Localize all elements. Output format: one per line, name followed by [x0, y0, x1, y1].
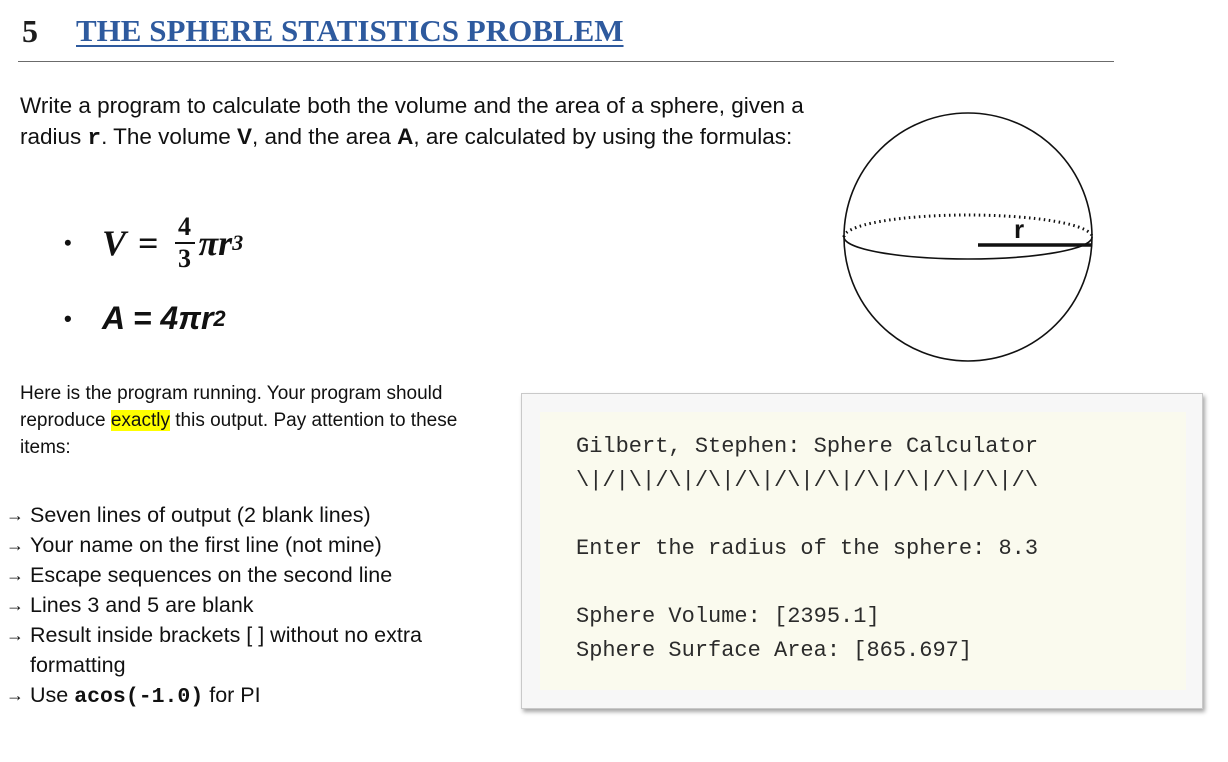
list-item: [0, 590, 480, 620]
volume-formula: [64, 214, 243, 272]
equator-back: [844, 215, 1092, 237]
list-item-text: Result inside brackets [ ] without no extra formatting: [30, 623, 422, 677]
area-symbol: A: [397, 124, 414, 149]
arrow-icon: →: [6, 595, 24, 615]
list-item-text-pre: Use: [30, 683, 75, 707]
console-line-4: Enter the radius of the sphere: 8.3: [576, 536, 1039, 561]
list-item: [0, 680, 480, 712]
intro-text-1: Write a program to calculate both the volume and the area of a sphere, given a radius: [20, 93, 804, 149]
section-heading: [22, 6, 624, 56]
list-item-text: Seven lines of output (2 blank lines): [30, 503, 371, 527]
section-title: THE SPHERE STATISTICS PROBLEM: [76, 13, 624, 48]
console-line-2: \|/|\|/\|/\|/\|/\|/\|/\|/\|/\|/\|/\: [576, 468, 1039, 493]
arrow-icon: →: [6, 505, 24, 525]
console-line-6: Sphere Volume: [2395.1]: [576, 604, 880, 629]
arrow-icon: →: [6, 565, 24, 585]
list-item-text: Lines 3 and 5 are blank: [30, 593, 254, 617]
equator-front: [844, 237, 1092, 259]
formula-equals: =: [138, 223, 159, 263]
console-line-7: Sphere Surface Area: [865.697]: [576, 638, 973, 663]
arrow-icon: →: [6, 685, 24, 705]
formula-v-lhs: V: [102, 223, 127, 263]
list-item-text: Your name on the first line (not mine): [30, 533, 382, 557]
intro-text-3: , and the area: [251, 124, 398, 149]
arrow-icon: →: [6, 625, 24, 645]
bullet: •: [64, 305, 72, 331]
list-item: [0, 500, 480, 530]
requirements-list: [0, 500, 480, 712]
arrow-icon: →: [6, 535, 24, 555]
formula-v-exponent: 3: [232, 230, 244, 255]
list-item: [0, 530, 480, 560]
console-line-3: [576, 502, 1186, 536]
radius-symbol: r: [87, 125, 102, 151]
section-number: 5: [22, 12, 38, 49]
console-output: [540, 412, 1186, 690]
list-item: [0, 560, 480, 590]
console-line-1: Gilbert, Stephen: Sphere Calculator: [576, 434, 1039, 459]
heading-rule: [18, 61, 1114, 62]
fraction: [175, 214, 195, 272]
list-item: [0, 620, 480, 680]
list-item-text: [30, 680, 261, 712]
intro-text-2: . The volume: [101, 124, 237, 149]
instructions-paragraph: [20, 380, 490, 461]
area-formula: [64, 300, 226, 337]
console-screenshot: [521, 393, 1203, 709]
bullet: •: [64, 230, 72, 255]
lead-text-2: this output. Pay attention to these items:: [20, 410, 458, 458]
intro-text-4: , are calculated by using the formulas:: [413, 124, 793, 149]
formula-a-text: A = 4πr: [102, 300, 214, 336]
highlighted-word: exactly: [110, 410, 170, 431]
fraction-denominator: 3: [178, 244, 192, 273]
intro-paragraph: [20, 90, 820, 154]
console-line-5: [576, 570, 1186, 604]
radius-label: r: [1014, 214, 1025, 244]
sphere-diagram: [838, 102, 1100, 372]
list-item-text: Escape sequences on the second line: [30, 563, 393, 587]
lead-text-1: Here is the program running. Your program should reproduce: [20, 383, 443, 431]
code-snippet: acos(-1.0): [74, 685, 204, 709]
formula-a-exponent: 2: [213, 305, 226, 331]
sphere-outline: [844, 113, 1092, 361]
list-item-text-post: for PI: [203, 683, 261, 707]
volume-symbol: V: [236, 124, 252, 149]
fraction-numerator: 4: [178, 212, 192, 241]
formula-v-rhs: πr: [198, 223, 233, 263]
